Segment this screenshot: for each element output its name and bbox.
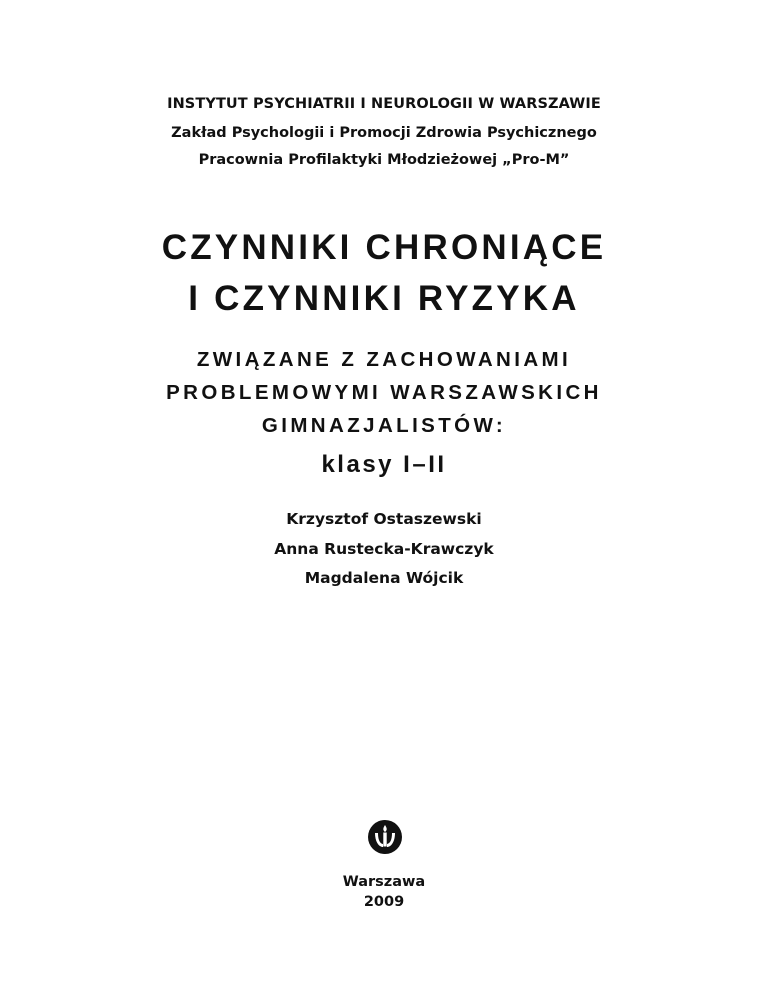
unit-name: Pracownia Profilaktyki Młodzieżowej „Pro-M” <box>198 152 570 168</box>
institute-name: INSTYTUT PSYCHIATRII I NEUROLOGII W WARSZAWIE <box>167 96 601 112</box>
department-name: Zakład Psychologii i Promocji Zdrowia Psychicznego <box>171 125 597 141</box>
author-1: Krzysztof Ostaszewski <box>286 510 482 528</box>
imprint-city: Warszawa <box>342 874 426 890</box>
book-title-line-1: CZYNNIKI CHRONIĄCE <box>161 228 607 267</box>
subtitle-line-2: PROBLEMOWYMI WARSZAWSKICH <box>166 381 602 404</box>
imprint-year: 2009 <box>363 894 405 910</box>
author-3: Magdalena Wójcik <box>304 569 464 587</box>
subtitle-line-3: GIMNAZJALISTÓW: <box>261 414 507 437</box>
publisher-logo-icon <box>367 819 403 855</box>
grades-label: klasy I–II <box>321 451 447 478</box>
subtitle-line-1: ZWIĄZANE Z ZACHOWANIAMI <box>196 348 572 371</box>
author-2: Anna Rustecka-Krawczyk <box>274 540 494 558</box>
book-title-line-2: I CZYNNIKI RYZYKA <box>188 279 580 318</box>
